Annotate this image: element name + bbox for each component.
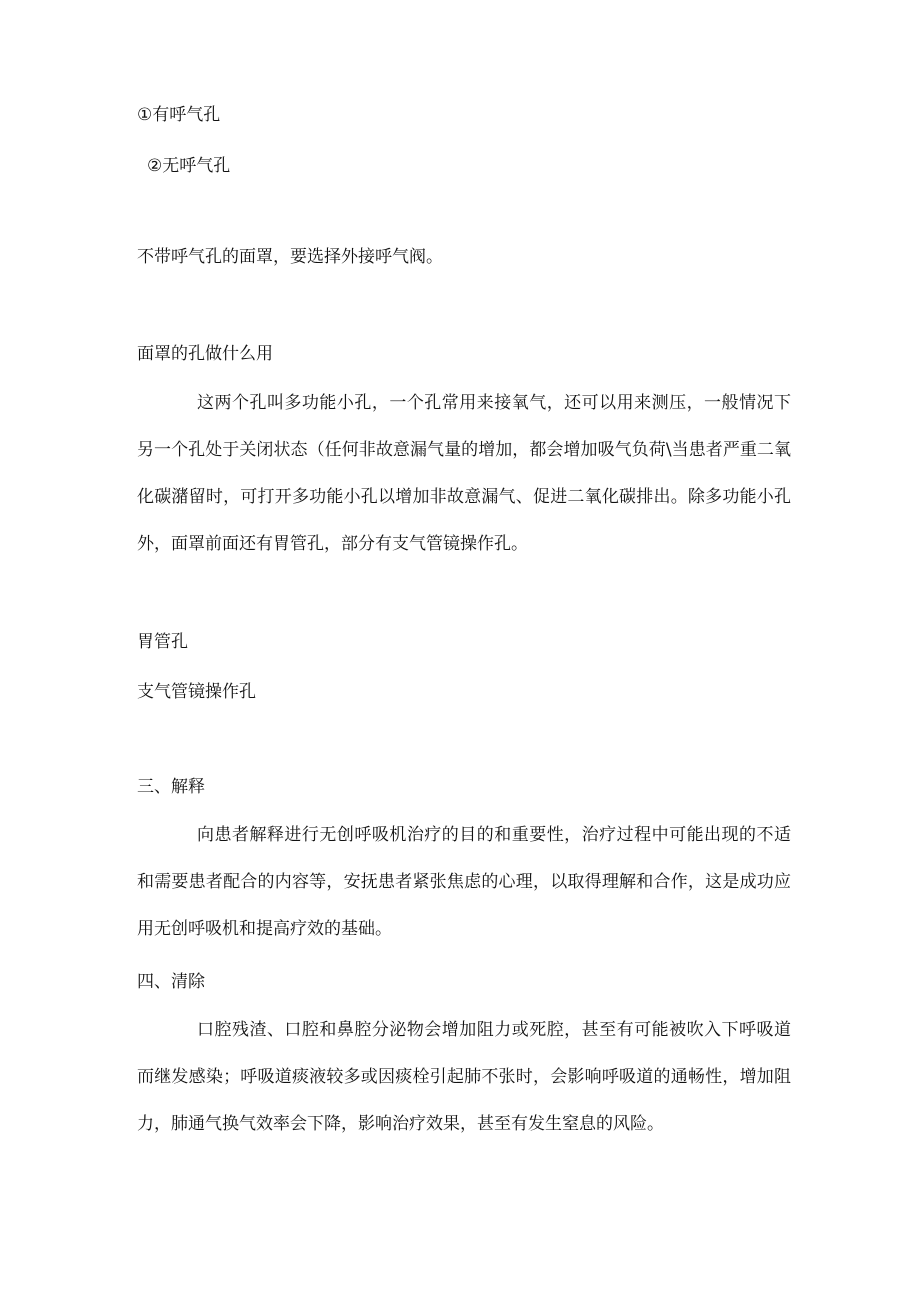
paragraph-clear: 口腔残渣、口腔和鼻腔分泌物会增加阻力或死腔，甚至有可能被吹入下呼吸道而继发感染；呼吸道痰液较多或因痰栓引起肺不张时，会影响呼吸道的通畅性，增加阻力，肺通气换气效率会下降，影响治疗效果，甚至有发生窒息的风险。 [137,1020,791,1134]
paragraph-explain: 向患者解释进行无创呼吸机治疗的目的和重要性，治疗过程中可能出现的不适和需要患者配合的内容等，安抚患者紧张焦虑的心理，以取得理解和合作，这是成功应用无创呼吸机和提高疗效的基础。 [137,825,791,939]
label-gastric-tube-port: 胃管孔 [137,632,188,652]
list-item-with-exhale-port: ①有呼气孔 [137,105,221,125]
note-external-exhale-valve: 不带呼气孔的面罩，要选择外接呼气阀。 [137,247,443,267]
heading-mask-holes: 面罩的孔做什么用 [137,344,273,364]
section-heading-clear: 四、清除 [137,972,205,992]
list-item-without-exhale-port: ②无呼气孔 [147,156,231,176]
label-bronchoscope-port: 支气管镜操作孔 [137,682,256,702]
section-heading-explain: 三、解释 [137,777,205,797]
paragraph-mask-holes: 这两个孔叫多功能小孔，一个孔常用来接氧气，还可以用来测压，一般情况下另一个孔处于关闭状态（任何非故意漏气量的增加，都会增加吸气负荷\当患者严重二氧化碳潴留时，可打开多功能小孔以增加非故意漏气、促进二氧化碳排出。除多功能小孔外，面罩前面还有胃管孔，部分有支气管镜操作孔。 [137,393,791,554]
